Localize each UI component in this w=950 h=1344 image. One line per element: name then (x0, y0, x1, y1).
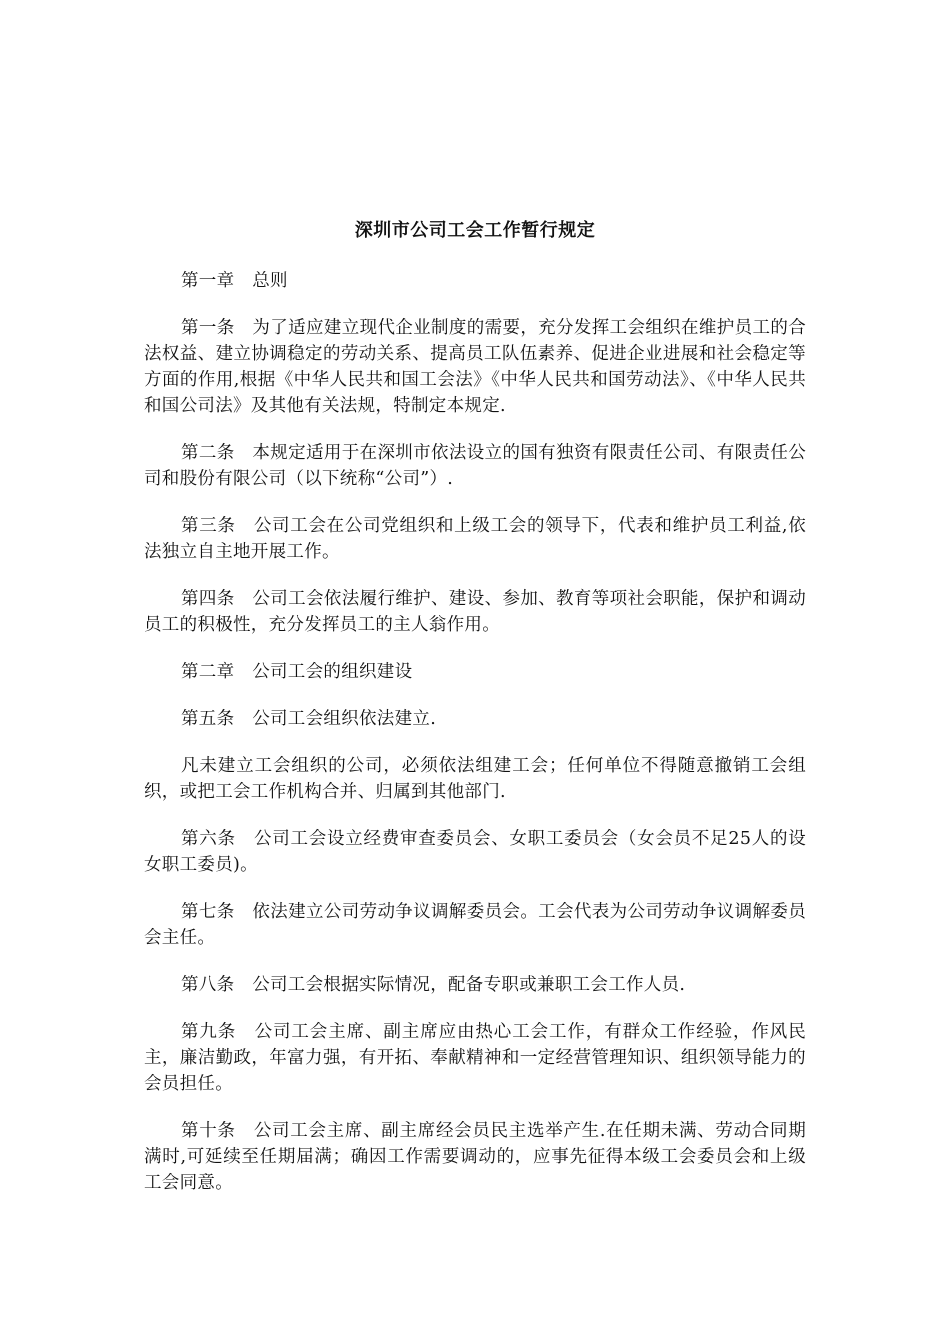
article-10: 第十条 公司工会主席、副主席经会员民主选举产生.在任期未满、劳动合同期满时,可延续至任期届满；确因工作需要调动的，应事先征得本级工会委员会和上级工会同意。 (144, 1121, 806, 1193)
article-9: 第九条 公司工会主席、副主席应由热心工会工作，有群众工作经验，作风民主，廉洁勤政，年富力强，有开拓、奉献精神和一定经营管理知识、组织领导能力的会员担任。 (144, 1022, 806, 1094)
document-title: 深圳市公司工会工作暂行规定 (354, 220, 596, 241)
chapter-heading-2: 第二章 公司工会的组织建设 (181, 662, 413, 682)
document-page (144, 218, 806, 1217)
article-7: 第七条 依法建立公司劳动争议调解委员会。工会代表为公司劳动争议调解委员会主任。 (144, 902, 806, 948)
chapter-heading-1: 第一章 总则 (181, 271, 288, 291)
article-4: 第四条 公司工会依法履行维护、建设、参加、教育等项社会职能，保护和调动员工的积极性，充分发挥员工的主人翁作用。 (144, 589, 806, 635)
article-8: 第八条 公司工会根据实际情况，配备专职或兼职工会工作人员. (181, 975, 686, 995)
article-5-clause: 凡未建立工会组织的公司，必须依法组建工会；任何单位不得随意撤销工会组织，或把工会工作机构合并、归属到其他部门. (144, 756, 806, 802)
article-5: 第五条 公司工会组织依法建立. (181, 709, 437, 729)
article-2: 第二条 本规定适用于在深圳市依法设立的国有独资有限责任公司、有限责任公司和股份有限公司（以下统称“公司”）. (144, 443, 806, 489)
article-3: 第三条 公司工会在公司党组织和上级工会的领导下，代表和维护员工利益,依法独立自主地开展工作。 (144, 516, 806, 562)
article-1: 第一条 为了适应建立现代企业制度的需要，充分发挥工会组织在维护员工的合法权益、建立协调稳定的劳动关系、提高员工队伍素养、促进企业进展和社会稳定等方面的作用,根据《中华人民共和国工会法》《中华人民共和国劳动法》、《中华人民共和国公司法》及其他有关法规，特制定本规定. (144, 318, 806, 416)
article-6: 第六条 公司工会设立经费审查委员会、女职工委员会（女会员不足25人的设女职工委员)。 (144, 829, 806, 875)
